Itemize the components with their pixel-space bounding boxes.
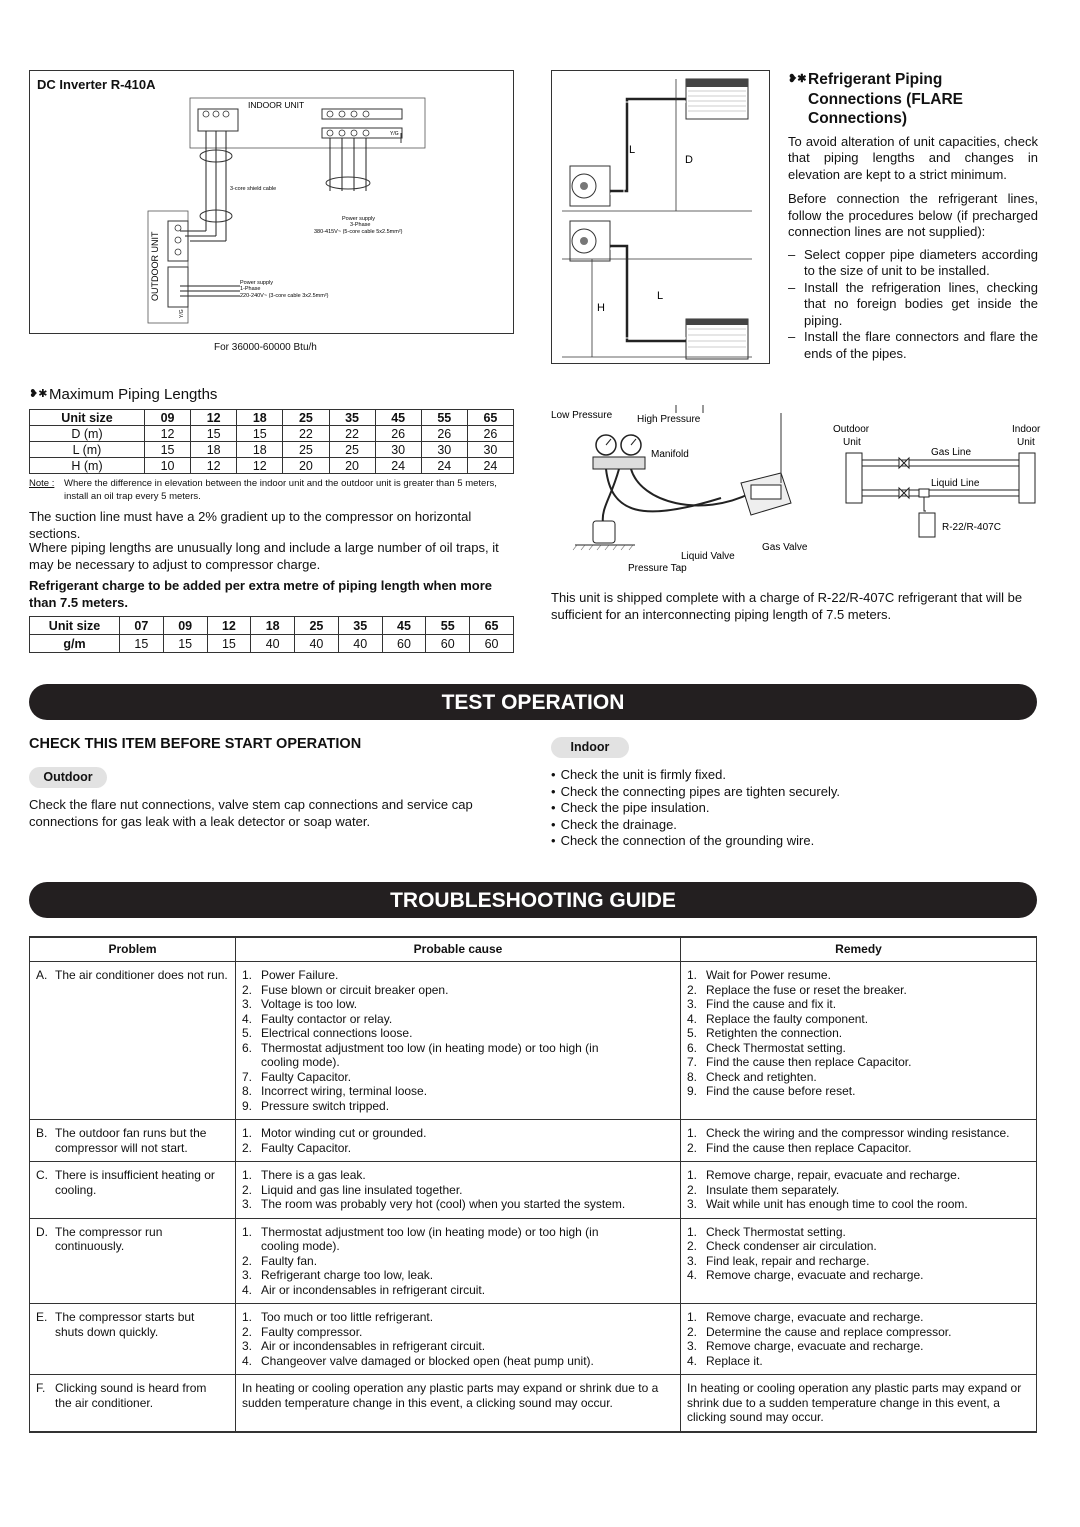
list-item: • Check the connecting pipes are tighten securely. xyxy=(551,784,1037,801)
check-heading: CHECK THIS ITEM BEFORE START OPERATION xyxy=(29,736,362,752)
table-row: A. The air conditioner does not run. 1. Power Failure. 2. Fuse blown or circuit breaker open. 3. Voltage is too low. 4. Faulty contactor or relay. 5. Electrical connections loose. 6. Thermostat adjustment too low (in heating mode) or too high (in cooling mode). 7. Faulty Capacitor. 8. Incorrect wiring, terminal loose. 9. Pressure switch tripped. 1. Wait for Power resume. 2. Replace the fuse or reset the breaker. 3. Find the cause and fix it. 4. Replace the faulty component. 5. Retighten the connection. 6. Check Thermostat setting. 7. Find the cause then replace Capacitor. 8. Check and retighten. 9. Find the cause before reset. xyxy=(30,962,1037,1120)
high-pressure-label: High Pressure xyxy=(637,414,701,425)
flare-heading: Refrigerant Piping Connections (FLARE Connections) xyxy=(808,71,963,127)
liquid-valve-label: Liquid Valve xyxy=(681,551,735,562)
label-L-bottom: L xyxy=(657,290,664,302)
wiring-caption: For 36000-60000 Btu/h xyxy=(214,342,317,353)
table-row: H (m) 10 12 12 20 20 24 24 24 xyxy=(30,458,514,474)
max-piping-note: Note : Where the difference in elevation between the indoor unit and the outdoor unit is greater than 5 meters, install an oil trap every 5 meters. xyxy=(29,478,497,502)
test-operation-banner: TEST OPERATION xyxy=(29,684,1037,720)
table-row: B. The outdoor fan runs but the compressor will not start. 1. Motor winding cut or grounded. 2. Faulty Capacitor. 1. Check the wiring and the compressor winding resistance. 2. Find the cause then replace Capacitor. xyxy=(30,1120,1037,1162)
troubleshooting-table-wrap xyxy=(29,936,1037,1433)
flare-marker-icon: ❥✱ xyxy=(788,73,807,85)
svg-text:220-240V~ (3-core cable 3x2.5m: 220-240V~ (3-core cable 3x2.5mm²) xyxy=(240,293,329,299)
max-piping-table-wrap xyxy=(29,409,514,474)
list-item: • Check the pipe insulation. xyxy=(551,800,1037,817)
outdoor-unit-diagram-label: Outdoor xyxy=(833,424,870,435)
table-row: F. Clicking sound is heard from the air conditioner. In heating or cooling operation any plastic parts may expand or shrink due to a sudden temperature change in this event, a clicking sound may occur. In heating or cooling operation any plastic parts may expand or shrink due to a sudden temperature change in this event, a clicking sound may occur. xyxy=(30,1375,1037,1432)
svg-text:Y/G: Y/G xyxy=(179,309,185,318)
svg-text:Power supply: Power supply xyxy=(342,216,376,222)
svg-text:Unit: Unit xyxy=(1017,437,1035,448)
shield-cable-label: 3-core shield cable xyxy=(230,186,277,192)
wiring-diagram-frame xyxy=(29,70,514,334)
svg-text:1-Phase: 1-Phase xyxy=(240,286,261,292)
troubleshooting-table xyxy=(29,936,1037,1433)
refrigerant-label: R-22/R-407C xyxy=(942,522,1001,533)
table-row: D. The compressor run continuously. 1. Thermostat adjustment too low (in heating mode) or too high (in cooling mode). 2. Faulty fan. 3. Refrigerant charge too low, leak. 4. Air or incondensables in refrigerant circuit. 1. Check Thermostat setting. 2. Check condenser air circulation. 3. Find leak, repair and recharge. 4. Remove charge, evacuate and recharge. xyxy=(30,1218,1037,1304)
indoor-checklist xyxy=(551,767,1037,850)
low-pressure-label: Low Pressure xyxy=(551,410,613,421)
gas-line-label: Gas Line xyxy=(931,447,972,458)
flare-para1: To avoid alteration of unit capacities, check that piping lengths and changes in elevation are kept to a strict minimum. xyxy=(788,133,1038,182)
shipped-text: This unit is shipped complete with a charge of R-22/R-407C refrigerant that will be sufficient for an interconnecting piping length of 7.5 meters. xyxy=(551,590,1023,622)
wiring-diagram xyxy=(30,71,513,333)
svg-text:Indoor: Indoor xyxy=(1012,424,1041,435)
list-item: • Check the unit is firmly fixed. xyxy=(551,767,1037,784)
indoor-pill: Indoor xyxy=(551,737,629,758)
table-row: E. The compressor starts but shuts down quickly. 1. Too much or too little refrigerant. 2. Faulty compressor. 3. Air or incondensables in refrigerant circuit. 4. Changeover valve damaged or blocked open (heat pump unit). 1. Remove charge, evacuate and recharge. 2. Determine the cause and replace compressor. 3. Remove charge, evacuate and recharge. 4. Replace it. xyxy=(30,1304,1037,1375)
manifold-label: Manifold xyxy=(651,449,689,460)
max-piping-table: Unit size 09 12 18 25 35 45 55 65 D (m) 12 15 15 22 22 26 26 26 L (m) 15 18 18 25 25 30 30 30 H (m) 10 12 12 20 20 24 24 24 xyxy=(29,409,514,474)
max-piping-heading: ❥✱ Maximum Piping Lengths xyxy=(29,386,218,403)
svg-text:380-415V~ (5-core cable 5x2.5m: 380-415V~ (5-core cable 5x2.5mm²) xyxy=(314,229,403,235)
suction-para: The suction line must have a 2% gradient up to the compressor on horizontal sections. xyxy=(29,509,472,541)
flare-item: – Install the flare connectors and flare the ends of the pipes. xyxy=(788,329,1038,361)
flare-item: – Select copper pipe diameters according to the size of unit to be installed. xyxy=(788,246,1038,278)
outdoor-unit-label: OUTDOOR UNIT xyxy=(150,231,160,301)
label-H: H xyxy=(597,302,605,314)
remedy-header: Remedy xyxy=(681,937,1037,962)
gas-valve-label: Gas Valve xyxy=(762,542,808,553)
outdoor-pill: Outdoor xyxy=(29,767,107,788)
flare-item: – Install the refrigeration lines, checking that no foreign bodies get inside the piping. xyxy=(788,279,1038,328)
svg-text:Power supply: Power supply xyxy=(240,280,274,286)
svg-text:Y/G: Y/G xyxy=(390,131,399,137)
oil-trap-para: Where piping lengths are unusually long and include a large number of oil traps, it may be necessary to adjust to compressor charge. xyxy=(29,540,499,572)
problem-header: Problem xyxy=(30,937,236,962)
svg-text:3-Phase: 3-Phase xyxy=(350,222,371,228)
charge-table: Unit size 07 09 12 18 25 35 45 55 65 g/m 15 15 15 40 40 40 60 60 60 xyxy=(29,616,514,653)
outdoor-text: Check the flare nut connections, valve stem cap connections and service cap connections for gas leak with a leak detector or soap water. xyxy=(29,797,473,829)
flare-section xyxy=(788,70,1038,362)
liquid-line-label: Liquid Line xyxy=(931,478,980,489)
piping-diagram-frame xyxy=(551,70,770,364)
flare-para2: Before connection the refrigerant lines, follow the procedures below (if precharged connection lines are not supplied): xyxy=(788,191,1038,239)
manifold-diagram xyxy=(551,403,1041,578)
label-L-top: L xyxy=(629,144,636,156)
table-row: L (m) 15 18 18 25 25 30 30 30 xyxy=(30,442,514,458)
cause-header: Probable cause xyxy=(236,937,681,962)
troubleshooting-banner: TROUBLESHOOTING GUIDE xyxy=(29,882,1037,918)
piping-diagram xyxy=(552,71,769,363)
label-D: D xyxy=(685,154,693,166)
list-item: • Check the drainage. xyxy=(551,817,1037,834)
indoor-unit-label: INDOOR UNIT xyxy=(248,100,305,110)
table-row: D (m) 12 15 15 22 22 26 26 26 xyxy=(30,426,514,442)
charge-table-wrap xyxy=(29,616,514,653)
table-row: C. There is insufficient heating or cooling. 1. There is a gas leak. 2. Liquid and gas line insulated together. 3. The room was probably very hot (cool) when you started the system. 1. Remove charge, repair, evacuate and recharge. 2. Insulate them separately. 3. Wait while unit has enough time to cool the room. xyxy=(30,1162,1037,1219)
pressure-tap-label: Pressure Tap xyxy=(628,563,687,574)
svg-text:Unit: Unit xyxy=(843,437,861,448)
charge-heading: Refrigerant charge to be added per extra metre of piping length when more than 7.5 meters. xyxy=(29,578,493,610)
wiring-heading: DC Inverter R-410A xyxy=(37,77,156,92)
list-item: • Check the connection of the grounding wire. xyxy=(551,833,1037,850)
table-row: g/m 15 15 15 40 40 40 60 60 60 xyxy=(30,635,514,653)
max-piping-marker-icon: ❥✱ xyxy=(29,388,48,400)
